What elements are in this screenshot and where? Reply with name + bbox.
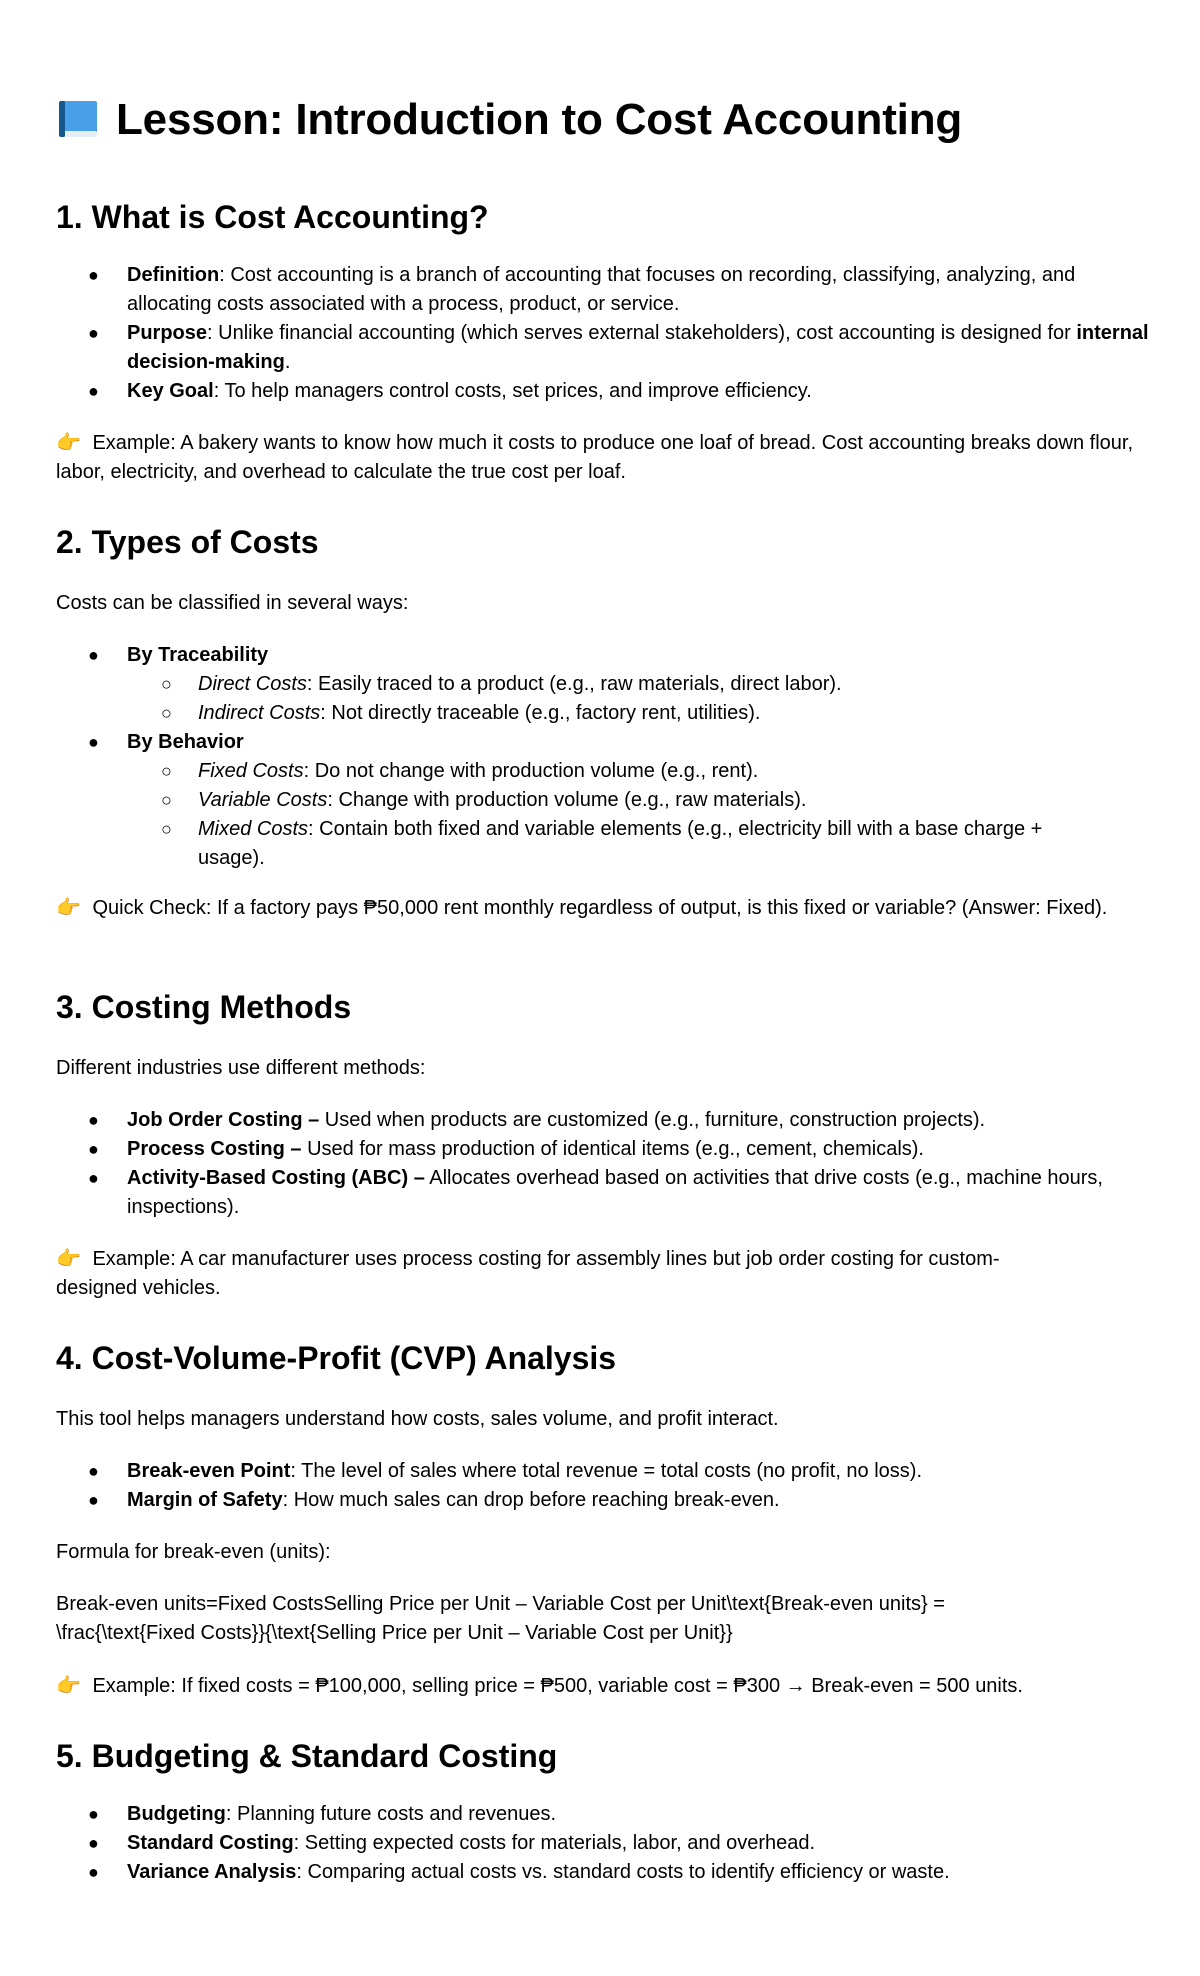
- page-title: [56, 95, 963, 144]
- definition-label: Definition: [127, 264, 220, 286]
- pointing-hand-icon: 👉: [56, 430, 81, 454]
- budgeting-label: Budgeting: [127, 1803, 226, 1825]
- section-1-list: [56, 261, 1156, 406]
- traceability-label: By Traceability: [127, 644, 269, 666]
- list-item: [56, 728, 1156, 873]
- variable-costs-text: : Change with production volume (e.g., raw materials).: [327, 789, 807, 811]
- list-item: [56, 1135, 1156, 1164]
- variable-costs-label: Variable Costs: [198, 789, 328, 811]
- list-item: [56, 1106, 1156, 1135]
- variance-analysis-text: : Comparing actual costs vs. standard costs to identify efficiency or waste.: [296, 1861, 950, 1883]
- budgeting-text: : Planning future costs and revenues.: [225, 1803, 557, 1825]
- variance-analysis-label: Variance Analysis: [127, 1861, 297, 1883]
- list-item: [127, 670, 1156, 699]
- section-4-example: [56, 1671, 1156, 1701]
- list-item: [127, 699, 1156, 728]
- pointing-hand-icon: 👉: [56, 1673, 81, 1697]
- list-item: [56, 1858, 1156, 1887]
- list-item: [127, 757, 1156, 786]
- key-goal-text: : To help managers control costs, set prices, and improve efficiency.: [213, 380, 812, 402]
- traceability-sublist: [127, 670, 1156, 728]
- job-order-text: Used when products are customized (e.g., furniture, construction projects).: [319, 1109, 986, 1131]
- list-item: [56, 319, 1156, 377]
- section-2-intro: Costs can be classified in several ways:: [56, 592, 409, 614]
- purpose-label: Purpose: [127, 322, 208, 344]
- purpose-end: .: [284, 351, 291, 373]
- example-text: Example: If fixed costs = ₱100,000, selling price = ₱500, variable cost = ₱300 → Break-even = 500 units.: [86, 1675, 1023, 1697]
- mixed-costs-label: Mixed Costs: [198, 818, 309, 840]
- indirect-costs-text: : Not directly traceable (e.g., factory rent, utilities).: [320, 702, 761, 724]
- section-3-heading: 3. Costing Methods: [56, 989, 352, 1025]
- section-2-list: [56, 641, 1156, 873]
- list-item: [56, 1486, 1156, 1515]
- fixed-costs-label: Fixed Costs: [198, 760, 304, 782]
- section-5-list: [56, 1800, 1156, 1887]
- formula-intro: Formula for break-even (units):: [56, 1541, 331, 1563]
- standard-costing-label: Standard Costing: [127, 1832, 294, 1854]
- section-1-example: [56, 428, 1156, 487]
- section-5-heading: 5. Budgeting & Standard Costing: [56, 1738, 558, 1774]
- page-title-text: Lesson: Introduction to Cost Accounting: [116, 95, 963, 144]
- list-item: [56, 641, 1156, 728]
- section-3-example: [56, 1244, 1056, 1303]
- list-item: [56, 1457, 1156, 1486]
- pointing-hand-icon: 👉: [56, 1246, 81, 1270]
- section-3-list: [56, 1106, 1156, 1222]
- section-4-list: [56, 1457, 1156, 1515]
- process-costing-label: Process Costing –: [127, 1138, 302, 1160]
- list-item: [56, 1164, 1156, 1222]
- section-4-intro: This tool helps managers understand how costs, sales volume, and profit interact.: [56, 1408, 779, 1430]
- section-3-intro: Different industries use different methods:: [56, 1057, 426, 1079]
- formula-text: Break-even units=Fixed CostsSelling Price per Unit – Variable Cost per Unit\text{Break-even units} = \frac{\text{Fixed Costs}}{\text{Selling Price per Unit – Variable Cost per Unit}}: [56, 1593, 945, 1644]
- section-2-heading: 2. Types of Costs: [56, 524, 319, 560]
- example-text: Example: A bakery wants to know how much it costs to produce one loaf of bread. Cost accounting breaks down flour, labor, electricity, and overhead to calculate the true cost per loaf.: [56, 432, 1134, 483]
- break-even-label: Break-even Point: [127, 1460, 291, 1482]
- direct-costs-text: : Easily traced to a product (e.g., raw materials, direct labor).: [306, 673, 842, 695]
- quick-check-text: Quick Check: If a factory pays ₱50,000 rent monthly regardless of output, is this fixed or variable? (Answer: Fixed).: [86, 897, 1108, 919]
- definition-text: : Cost accounting is a branch of accounting that focuses on recording, classifying, analyzing, and allocating costs associated with a process, product, or service.: [127, 264, 1076, 315]
- blue-book-icon: [56, 99, 102, 141]
- list-item: [127, 786, 1156, 815]
- list-item: [56, 261, 1156, 319]
- pointing-hand-icon: 👉: [56, 895, 81, 919]
- list-item: [56, 1829, 1156, 1858]
- example-text: Example: A car manufacturer uses process costing for assembly lines but job order costing for custom-designed vehicles.: [56, 1248, 1000, 1299]
- section-4-heading: 4. Cost-Volume-Profit (CVP) Analysis: [56, 1340, 617, 1376]
- margin-of-safety-label: Margin of Safety: [127, 1489, 283, 1511]
- list-item: [56, 377, 1156, 406]
- abc-label: Activity-Based Costing (ABC) –: [127, 1167, 425, 1189]
- break-even-text: : The level of sales where total revenue = total costs (no profit, no loss).: [290, 1460, 923, 1482]
- list-item: [56, 1800, 1156, 1829]
- direct-costs-label: Direct Costs: [198, 673, 307, 695]
- abc-text: Allocates overhead based on activities that drive costs (e.g., machine hours, inspections).: [127, 1167, 1103, 1218]
- section-2-check: [56, 893, 1156, 923]
- purpose-text: : Unlike financial accounting (which serves external stakeholders), cost accounting is designed for: [207, 322, 1077, 344]
- job-order-label: Job Order Costing –: [127, 1109, 320, 1131]
- fixed-costs-text: : Do not change with production volume (e.g., rent).: [303, 760, 759, 782]
- mixed-costs-text: : Contain both fixed and variable elements (e.g., electricity bill with a base charge + usage).: [198, 818, 1043, 869]
- indirect-costs-label: Indirect Costs: [198, 702, 321, 724]
- purpose-bold: internal decision-making: [127, 322, 1149, 373]
- section-1-heading: 1. What is Cost Accounting?: [56, 199, 489, 235]
- list-item: [127, 815, 1156, 873]
- standard-costing-text: : Setting expected costs for materials, labor, and overhead.: [293, 1832, 816, 1854]
- margin-of-safety-text: : How much sales can drop before reaching break-even.: [282, 1489, 780, 1511]
- behavior-sublist: [127, 757, 1156, 873]
- behavior-label: By Behavior: [127, 731, 244, 753]
- key-goal-label: Key Goal: [127, 380, 214, 402]
- process-costing-text: Used for mass production of identical items (e.g., cement, chemicals).: [301, 1138, 924, 1160]
